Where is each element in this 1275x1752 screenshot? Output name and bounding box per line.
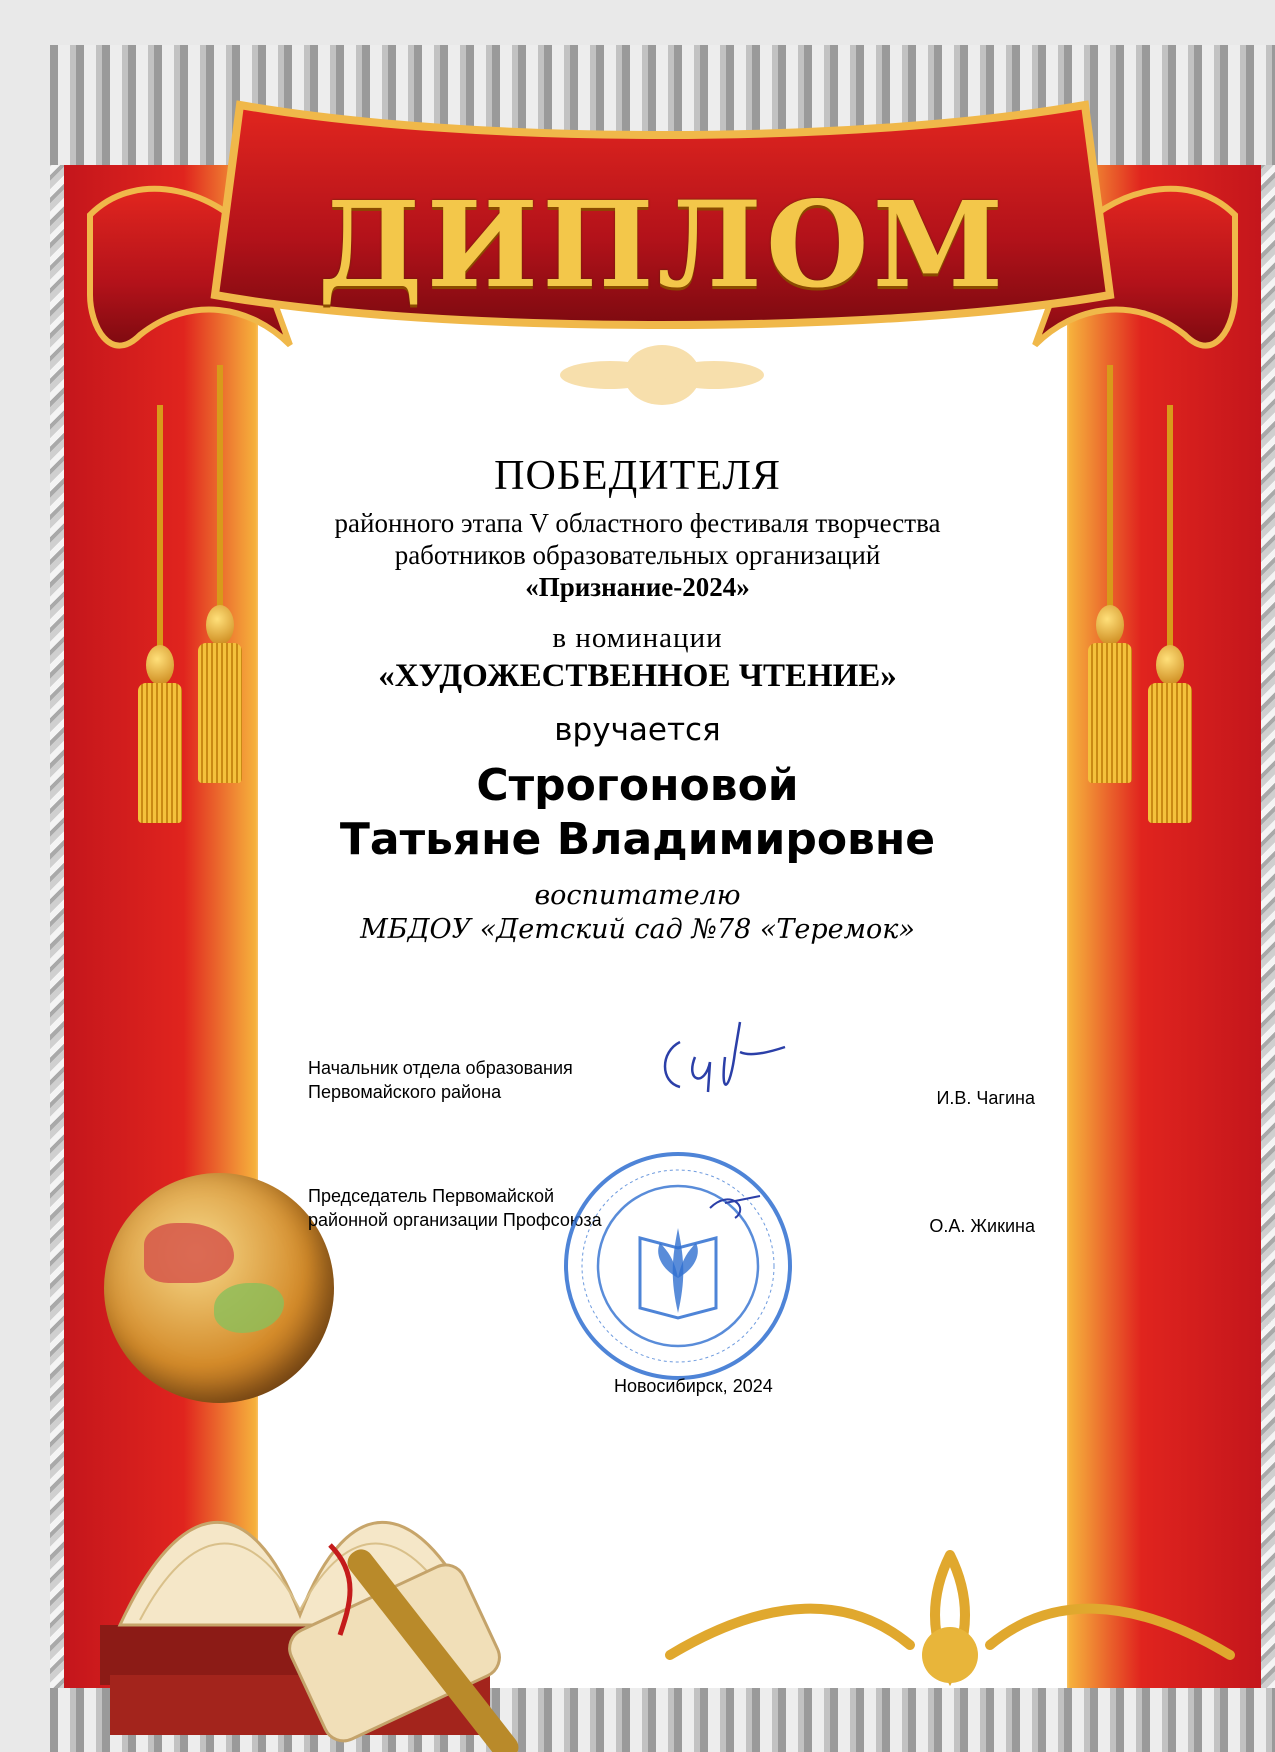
gold-flourish-ornament — [650, 1535, 1250, 1695]
globe-illustration — [104, 1173, 334, 1403]
union-round-stamp — [560, 1148, 796, 1384]
recipient-organization: МБДОУ «Детский сад №78 «Теремок» — [360, 914, 915, 945]
event-line-1: районного этапа V областного фестиваля творчества — [334, 508, 941, 538]
event-name: «Признание-2024» — [525, 572, 750, 602]
nomination-title: «ХУДОЖЕСТВЕННОЕ ЧТЕНИЕ» — [378, 658, 897, 694]
signatory-1-role-line1: Начальник отдела образования — [308, 1058, 573, 1078]
city-year: Новосибирск, 2024 — [614, 1376, 773, 1396]
signatory-2-role-line1: Председатель Первомайской — [308, 1186, 555, 1206]
signatory-1-role-line2: Первомайского района — [308, 1082, 502, 1102]
signatory-1-role — [308, 1056, 573, 1104]
signatory-2-name: О.А. Жикина — [929, 1216, 1035, 1236]
recipient-position: воспитателю — [534, 880, 741, 911]
signature-1-handwritten — [650, 1012, 790, 1102]
diploma-title: ДИПЛОМ — [317, 175, 1008, 314]
books-and-scroll-illustration — [100, 1375, 660, 1752]
nomination-prefix: в номинации — [552, 622, 723, 654]
winner-heading: ПОБЕДИТЕЛЯ — [494, 453, 781, 499]
signatory-2-role — [308, 1184, 602, 1232]
recipient-surname: Строгоновой — [476, 760, 799, 811]
signatory-2-role-line2: районной организации Профсоюза — [308, 1210, 602, 1230]
signatory-1-name: И.В. Чагина — [936, 1088, 1035, 1108]
awarded-label: вручается — [554, 712, 721, 748]
recipient-name: Татьяне Владимировне — [339, 814, 936, 865]
event-line-2: работников образовательных организаций — [394, 540, 881, 570]
